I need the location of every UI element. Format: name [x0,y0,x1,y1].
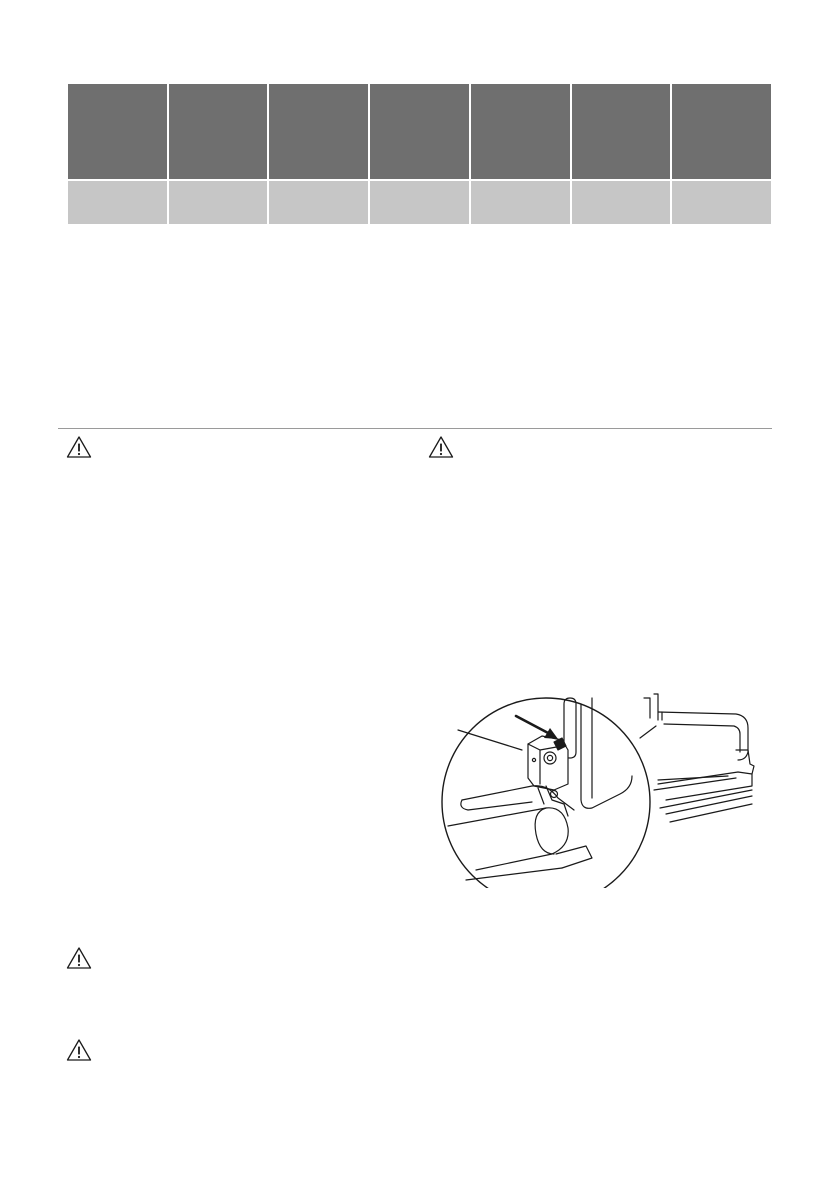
warning-triangle-icon [66,946,92,970]
warning-triangle-icon [66,435,92,459]
table-header-cell [370,84,469,179]
table-cell [269,181,368,224]
table-header-cell [68,84,167,179]
warning-triangle-icon [428,435,454,459]
table-cell [572,181,671,224]
table-header-cell [572,84,671,179]
oven-door-hinge-illustration [436,690,762,888]
table-cell [68,181,167,224]
warning-triangle-icon [66,1038,92,1062]
section-divider [58,428,772,429]
table-cell [672,181,771,224]
table-cell [370,181,469,224]
table-header-cell [672,84,771,179]
table-cell [471,181,570,224]
table-cell [169,181,268,224]
table-header-cell [269,84,368,179]
table-header-cell [471,84,570,179]
table-header-cell [169,84,268,179]
data-table [68,84,771,224]
